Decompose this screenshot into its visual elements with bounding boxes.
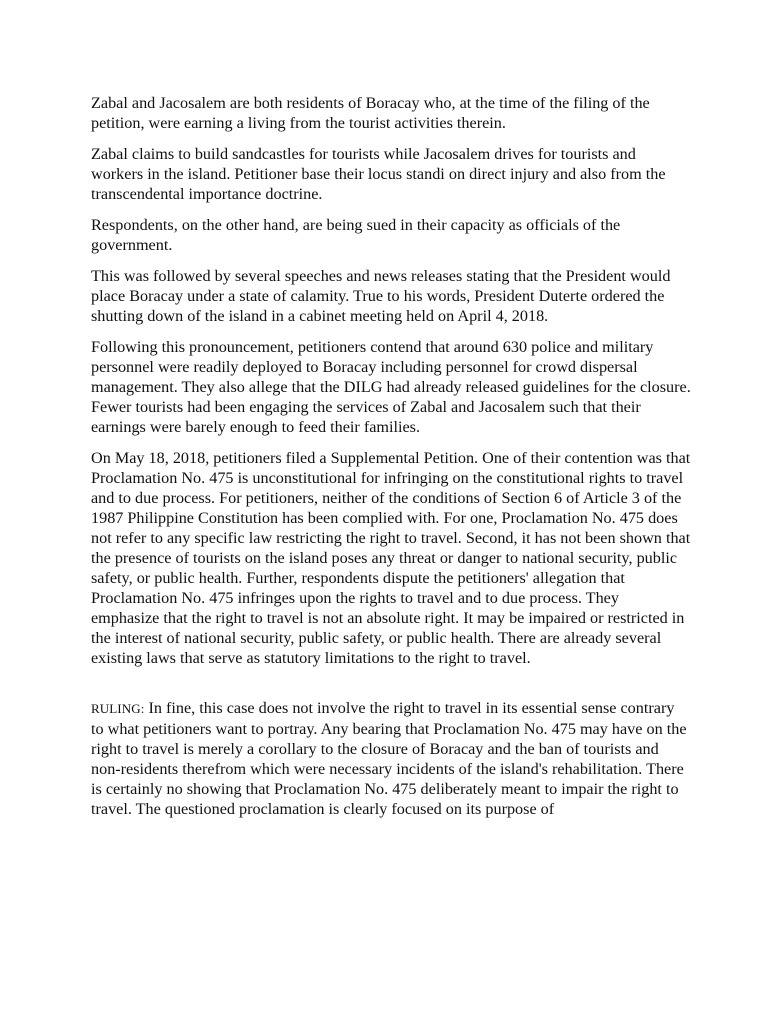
ruling-label: RULING: xyxy=(91,701,145,716)
paragraph-pronouncement: Following this pronouncement, petitioners contend that around 630 police and military personnel were readily deployed to Boracay including personnel for crowd dispersal management. They also allege that the DILG had already released guidelines for the closure. Fewer tourists had been engaging the services of Zabal and Jacosalem such that their earnings were barely enough to feed their families. xyxy=(91,338,691,436)
ruling-text: In fine, this case does not involve the right to travel in its essential sense contrary to what petitioners want to portray. Any bearing that Proclamation No. 475 may have on the right to travel is merely a corollary to the closure of Boracay and the ban of tourists and non-residents therefrom which were necessary incidents of the island's rehabilitation. There is certainly no showing that Proclamation No. 475 deliberately meant to impair the right to travel. The questioned proclamation is clearly focused on its purpose of xyxy=(91,699,687,818)
paragraph-speeches: This was followed by several speeches and news releases stating that the President would place Boracay under a state of calamity. True to his words, President Duterte ordered the shutting down of the island in a cabinet meeting held on April 4, 2018. xyxy=(91,267,671,325)
paragraph-sandcastles: Zabal claims to build sandcastles for tourists while Jacosalem drives for tourists and workers in the island. Petitioner base their locus standi on direct injury and also from the transcendental importance doctrine. xyxy=(91,145,666,203)
paragraph-supplemental-petition: On May 18, 2018, petitioners filed a Supplemental Petition. One of their contention was that Proclamation No. 475 is unconstitutional for infringing on the constitutional rights to travel and to due process. For petitioners, neither of the conditions of Section 6 of Article 3 of the 1987 Philippine Constitution has been complied with. For one, Proclamation No. 475 does not refer to any specific law restricting the right to travel. Second, it has not been shown that the presence of tourists on the island poses any threat or danger to national security, public safety, or public health. Further, respondents dispute the petitioners' allegation that Proclamation No. 475 infringes upon the rights to travel and to due process. They emphasize that the right to travel is not an absolute right. It may be impaired or restricted in the interest of national security, public safety, or public health. There are already several existing laws that serve as statutory limitations to the right to travel. xyxy=(91,449,691,667)
paragraph-ruling xyxy=(91,698,691,819)
paragraph-residents: Zabal and Jacosalem are both residents of Boracay who, at the time of the filing of the petition, were earning a living from the tourist activities therein. xyxy=(91,94,650,132)
paragraph-respondents: Respondents, on the other hand, are being sued in their capacity as officials of the government. xyxy=(91,216,621,254)
document-page xyxy=(91,93,691,830)
